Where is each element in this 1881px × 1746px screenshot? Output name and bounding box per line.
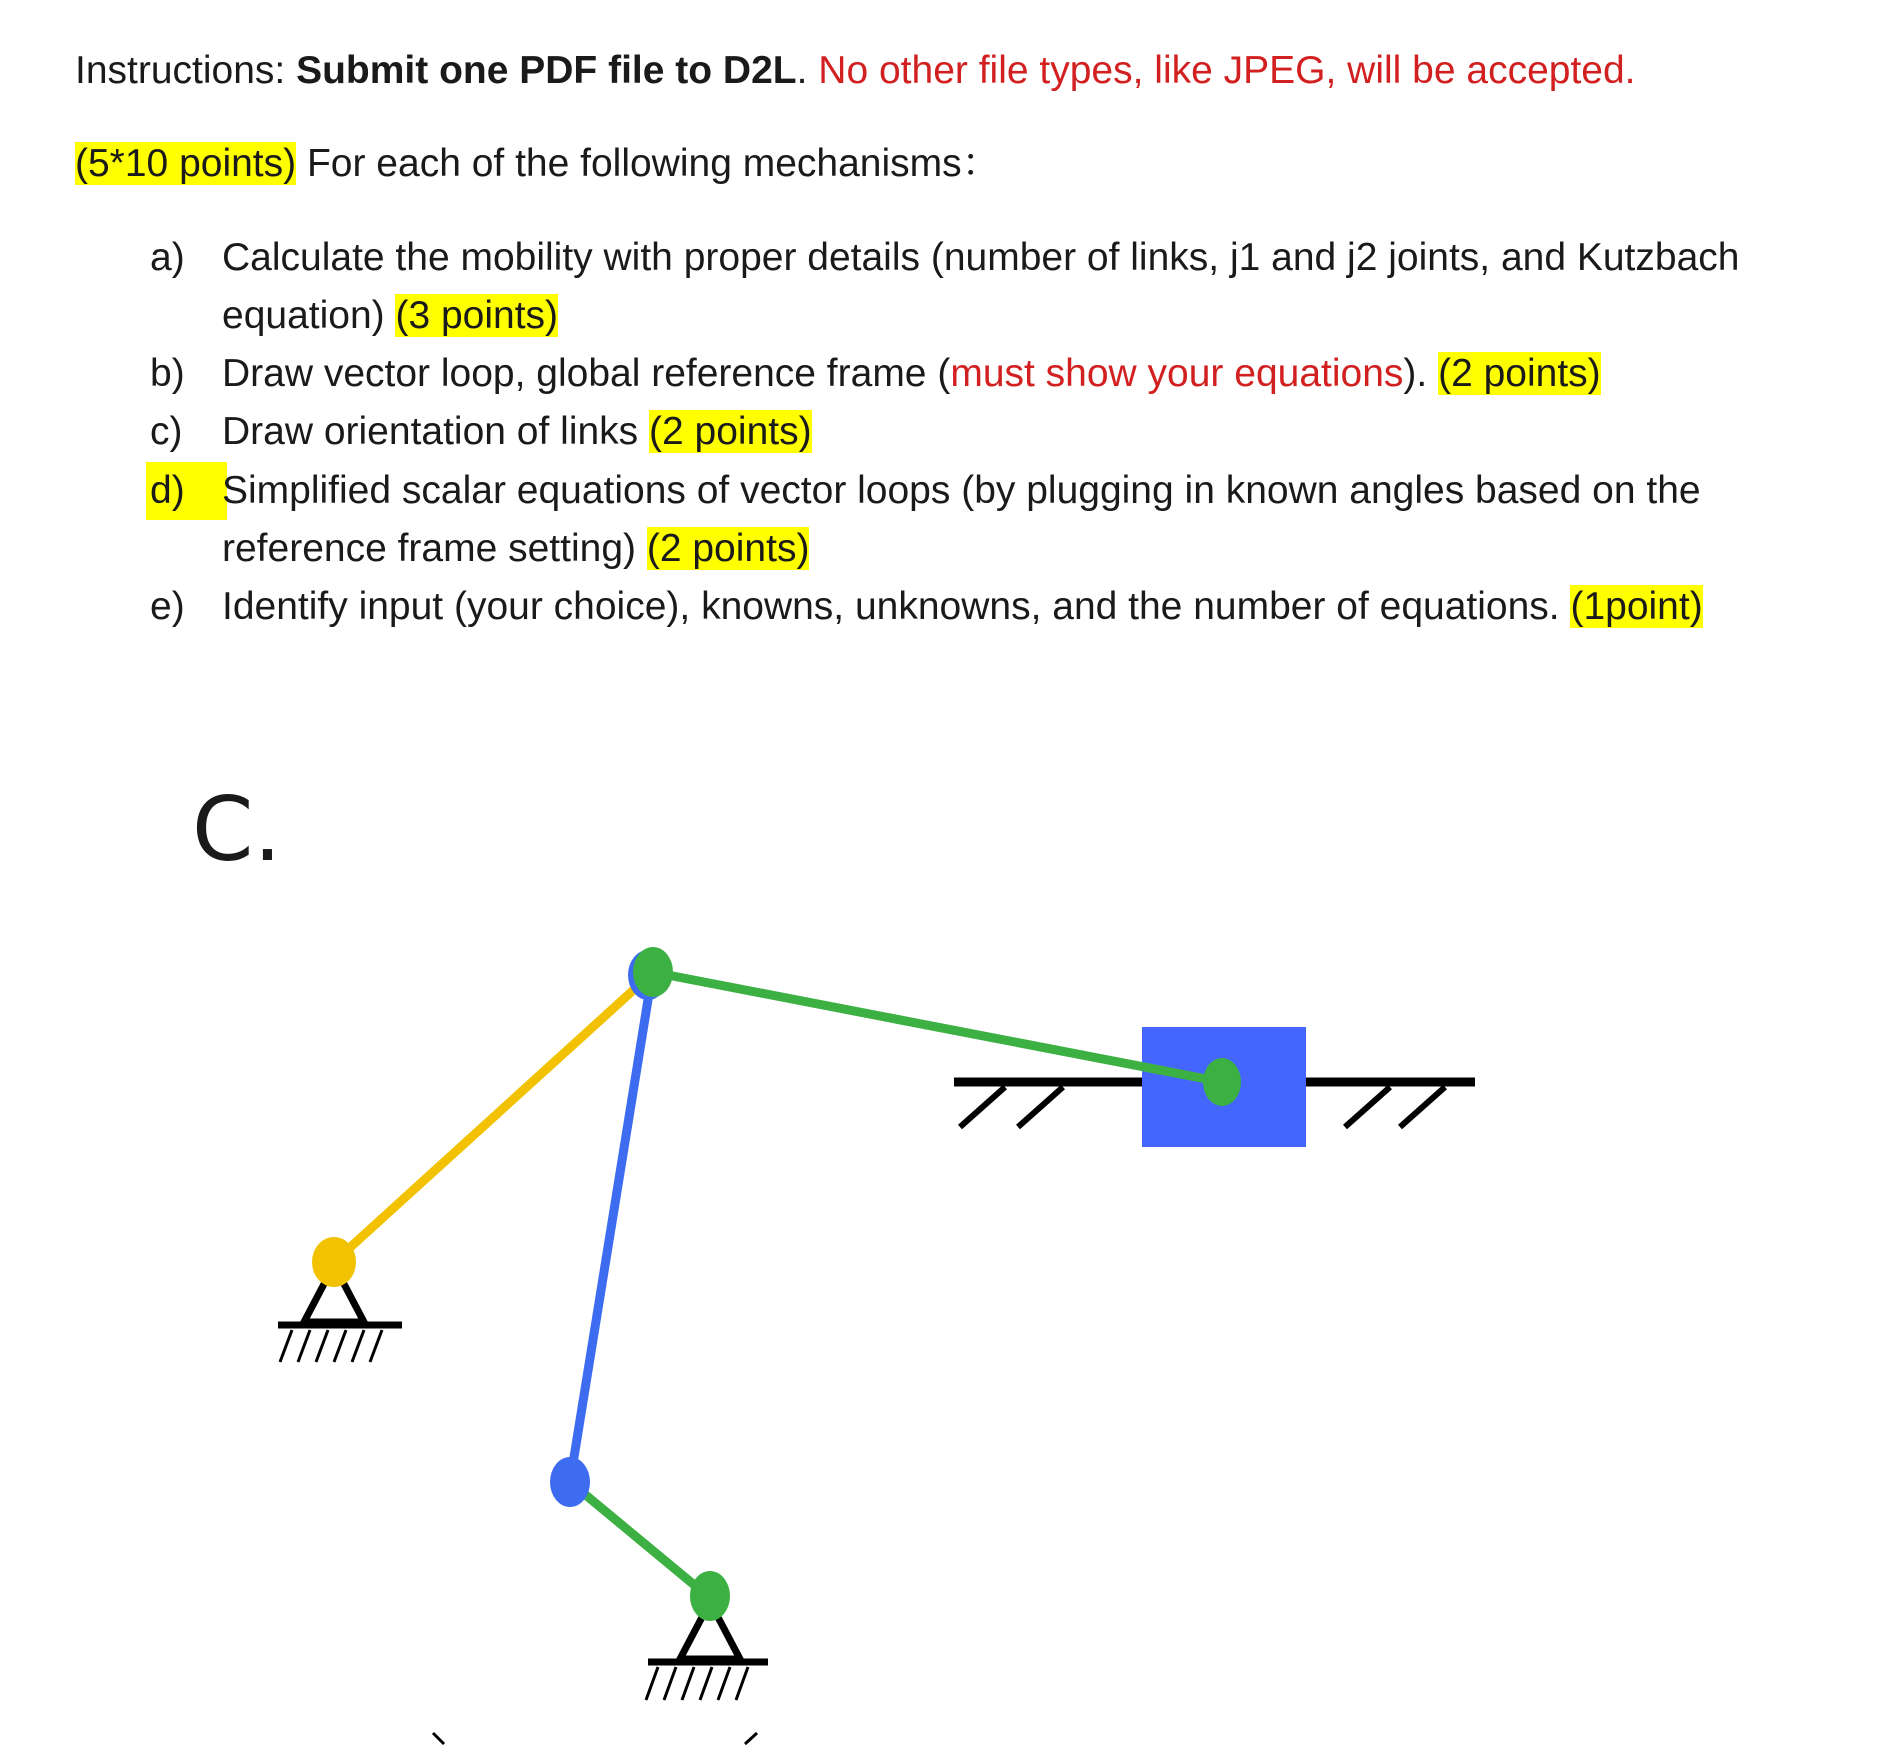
ground-hatch bbox=[700, 1667, 712, 1700]
item-d-text-cont: reference frame setting) bbox=[222, 527, 647, 570]
item-b-text-post: ). bbox=[1403, 352, 1439, 395]
green-ground-joint bbox=[690, 1571, 730, 1621]
instructions-period: . bbox=[796, 49, 808, 92]
ground-hatch bbox=[352, 1330, 364, 1362]
item-e-text: Identify input (your choice), knowns, unknowns, and the number of equations. bbox=[222, 585, 1571, 628]
cropped-mark bbox=[433, 1733, 444, 1744]
instructions-warning: No other file types, like JPEG, will be accepted. bbox=[807, 49, 1636, 92]
ground-hatch bbox=[370, 1330, 382, 1362]
figure-label: C. bbox=[192, 778, 282, 881]
yellow-crank-link bbox=[334, 975, 650, 1262]
cropped-mark bbox=[745, 1733, 757, 1744]
ground-hatch bbox=[682, 1667, 694, 1700]
green-top-joint bbox=[633, 947, 673, 997]
item-c-marker: c) bbox=[150, 410, 183, 453]
instructions-bold: Submit one PDF file to D2L bbox=[296, 49, 797, 92]
item-a-text: Calculate the mobility with proper details (number of links, j1 and j2 joints, and Kutzbach bbox=[222, 236, 1740, 279]
ground-hatch bbox=[664, 1667, 676, 1700]
ground-hatch bbox=[334, 1330, 346, 1362]
ground-hatch bbox=[736, 1667, 748, 1700]
item-b-text-red: must show your equations bbox=[950, 352, 1404, 395]
ground-hatch bbox=[960, 1087, 1005, 1127]
heading-points-badge: (5*10 points) bbox=[75, 142, 297, 185]
item-e-points-badge: (1point) bbox=[1570, 585, 1703, 628]
yellow-ground-joint bbox=[312, 1237, 356, 1287]
ground-hatch bbox=[646, 1667, 658, 1700]
ground-hatch bbox=[1018, 1087, 1063, 1127]
item-e-marker: e) bbox=[150, 585, 185, 628]
item-b-points-badge: (2 points) bbox=[1438, 352, 1601, 395]
ground-hatch bbox=[316, 1330, 328, 1362]
blue-bottom-joint bbox=[550, 1457, 590, 1507]
instructions-prefix: Instructions: bbox=[75, 49, 297, 92]
item-c-points-badge: (2 points) bbox=[649, 410, 812, 453]
ground-hatch bbox=[1345, 1087, 1390, 1127]
item-d-text: Simplified scalar equations of vector loops (by plugging in known angles based on the bbox=[222, 469, 1701, 512]
item-c-text: Draw orientation of links bbox=[222, 410, 650, 453]
ground-hatch bbox=[718, 1667, 730, 1700]
heading-text: For each of the following mechanisms： bbox=[296, 142, 1001, 185]
item-d-points-badge: (2 points) bbox=[646, 527, 810, 570]
item-b-text-pre: Draw vector loop, global reference frame ( bbox=[222, 352, 951, 395]
item-a-marker: a) bbox=[150, 236, 185, 279]
ground-hatch bbox=[280, 1330, 292, 1362]
ground-hatch bbox=[1400, 1087, 1445, 1127]
item-a-text-cont: equation) bbox=[222, 294, 396, 337]
blue-coupler-link bbox=[570, 975, 652, 1482]
ground-hatch bbox=[298, 1330, 310, 1362]
item-d-marker: d) bbox=[146, 462, 227, 520]
item-b-marker: b) bbox=[150, 352, 185, 395]
green-rocker-link bbox=[570, 1482, 710, 1598]
item-a-points-badge: (3 points) bbox=[395, 294, 559, 337]
slider-pin-joint bbox=[1203, 1058, 1241, 1106]
green-connecting-rod bbox=[652, 972, 1222, 1082]
